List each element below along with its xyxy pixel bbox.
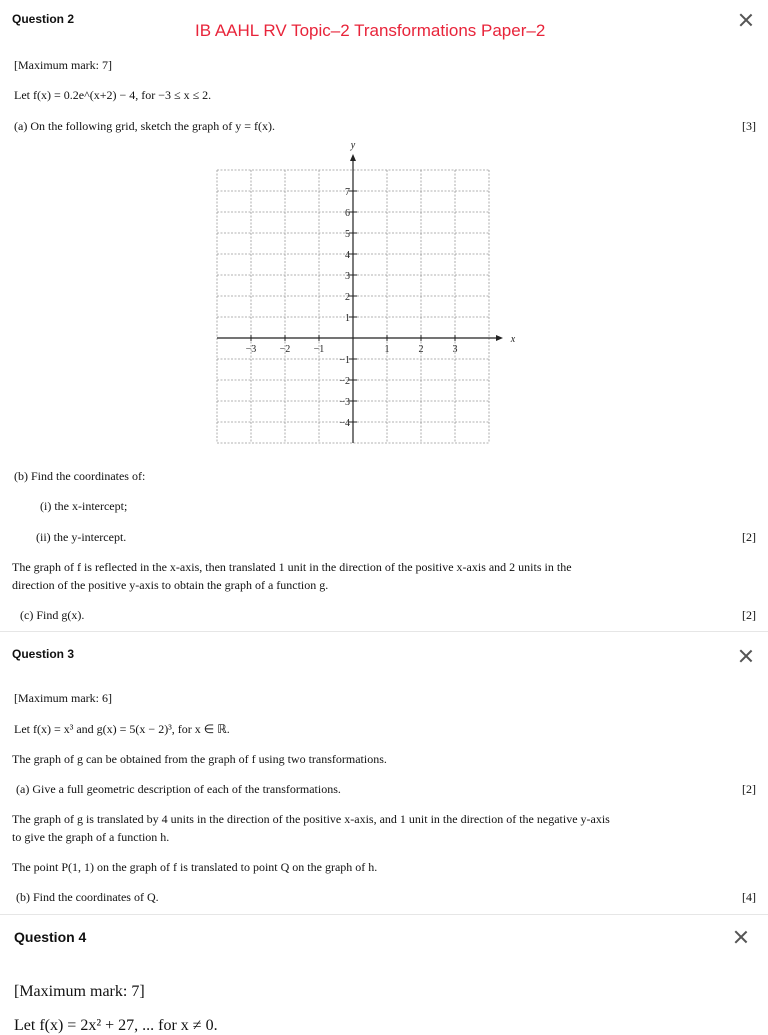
y-tick-label: 4 [345, 250, 350, 261]
q2-part-c: (c) Find g(x). [20, 608, 85, 622]
q3-part-a: (a) Give a full geometric description of each of the transformations. [16, 782, 341, 796]
y-axis-arrow [350, 154, 356, 161]
q2-part-b-ii: (ii) the y-intercept. [36, 530, 127, 544]
q3-paragraph-line-2: to give the graph of a function h. [12, 830, 170, 844]
coordinate-grid [205, 140, 516, 455]
x-axis-label: x [510, 334, 516, 345]
x-tick-label: 2 [418, 344, 424, 355]
q2-part-a: (a) On the following grid, sketch the graph of y = f(x). [14, 119, 276, 133]
q2-part-b-mark: [2] [742, 530, 756, 544]
divider [0, 631, 768, 632]
q2-part-b-i: (i) the x-intercept; [40, 499, 128, 513]
x-axis-arrow [496, 335, 503, 341]
x-tick-label: −2 [279, 344, 291, 355]
q3-part-b: (b) Find the coordinates of Q. [16, 890, 159, 904]
close-icon[interactable] [738, 12, 754, 28]
y-tick-label: −4 [339, 418, 350, 429]
q4-partial-line: Let f(x) = 2x² + 27, ... for x ≠ 0. [14, 1017, 218, 1034]
q2-part-b: (b) Find the coordinates of: [14, 469, 146, 483]
q3-function-definition: Let f(x) = x³ and g(x) = 5(x − 2)³, for x ∈ ℝ. [14, 722, 230, 736]
q2-part-a-mark: [3] [742, 119, 756, 133]
question-3-heading: Question 3 [12, 647, 75, 661]
x-tick-label: 1 [384, 344, 390, 355]
y-tick-label: 2 [345, 292, 350, 303]
q2-function-definition: Let f(x) = 0.2e^(x+2) − 4, for −3 ≤ x ≤ 2. [14, 88, 212, 102]
page-title: IB AAHL RV Topic–2 Transformations Paper–2 [195, 21, 546, 40]
y-tick-label: 6 [345, 208, 350, 219]
y-tick-label: 7 [345, 187, 350, 198]
q2-paragraph-line-2: direction of the positive y-axis to obtain the graph of a function g. [12, 578, 329, 592]
q3-part-a-mark: [2] [742, 782, 756, 796]
x-tick-label: −3 [245, 344, 257, 355]
close-icon[interactable] [733, 929, 751, 947]
q4-max-mark: [Maximum mark: 7] [14, 983, 145, 1000]
q3-point-statement: The point P(1, 1) on the graph of f is translated to point Q on the graph of h. [12, 860, 378, 874]
divider [0, 914, 768, 915]
y-tick-label: −1 [339, 355, 350, 366]
y-tick-label: 1 [345, 313, 350, 324]
q3-paragraph-line-1: The graph of g is translated by 4 units in the direction of the positive x-axis, and 1 unit in the direction of the negative y-axis [12, 812, 610, 826]
q3-part-b-mark: [4] [742, 890, 756, 904]
y-axis-label: y [350, 140, 356, 151]
y-tick-label: 5 [345, 229, 350, 240]
x-tick-label: −1 [313, 344, 325, 355]
q3-max-mark: [Maximum mark: 6] [14, 691, 112, 705]
q2-max-mark: [Maximum mark: 7] [14, 58, 112, 72]
q3-line-2: The graph of g can be obtained from the graph of f using two transformations. [12, 752, 387, 766]
x-tick-label: 3 [452, 344, 458, 355]
y-tick-label: −2 [339, 376, 350, 387]
y-tick-label: 3 [345, 271, 350, 282]
q2-paragraph-line-1: The graph of f is reflected in the x-axis, then translated 1 unit in the direction of the positive x-axis and 2 units in the [12, 560, 572, 574]
q2-part-c-mark: [2] [742, 608, 756, 622]
y-tick-label: −3 [339, 397, 350, 408]
close-icon[interactable] [738, 648, 754, 664]
question-4-heading: Question 4 [14, 929, 87, 945]
question-2-heading: Question 2 [12, 12, 75, 26]
